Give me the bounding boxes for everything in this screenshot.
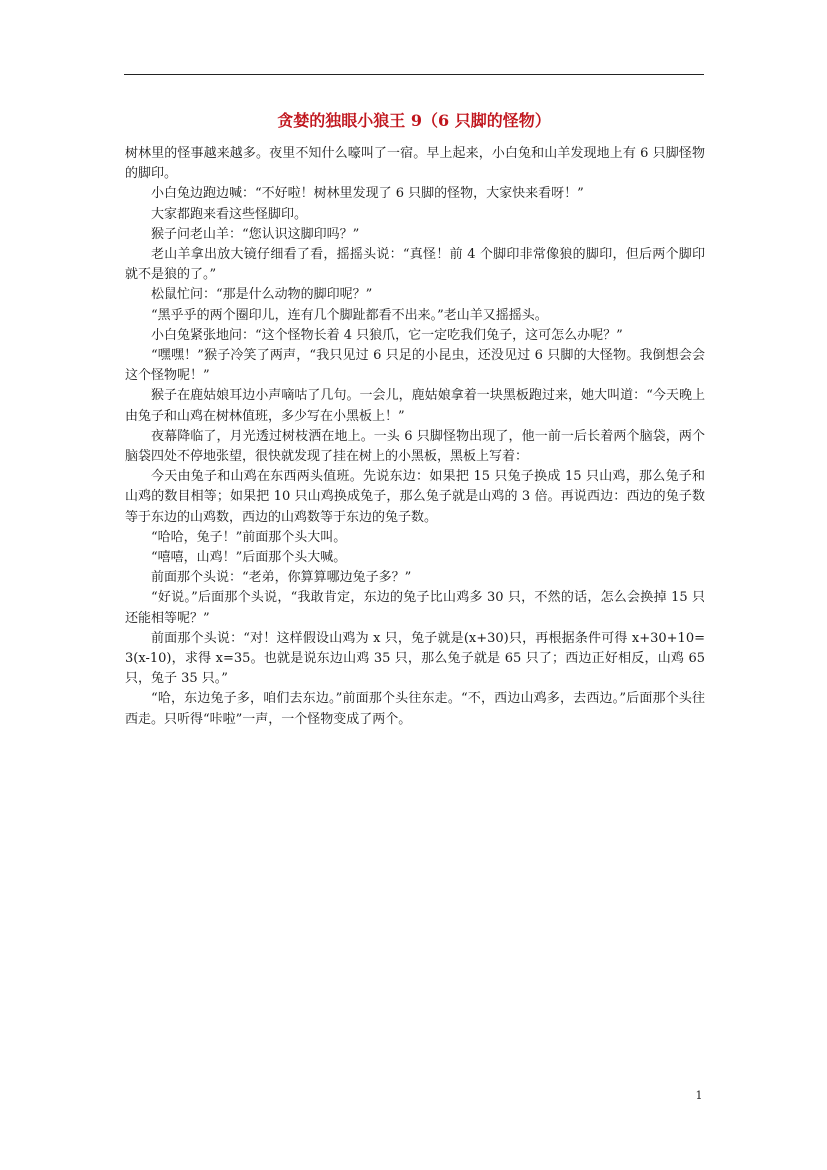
header-rule bbox=[124, 74, 704, 75]
document-title: 贪婪的独眼小狼王 9（6 只脚的怪物） bbox=[277, 111, 551, 130]
paragraph: 前面那个头说：“老弟，你算算哪边兔子多？” bbox=[151, 570, 412, 586]
paragraph: “哈哈，兔子！”前面那个头大叫。 bbox=[151, 529, 347, 545]
paragraph: 猴子在鹿姑娘耳边小声嘀咕了几句。一会儿，鹿姑娘拿着一块黑板跑过来，她大叫道：“今天晚上由兔子和山鸡在树林值班，多少写在小黑板上！” bbox=[125, 388, 705, 424]
paragraph: 夜幕降临了，月光透过树枝洒在地上。一头 6 只脚怪物出现了，他一前一后长着两个脑袋，两个脑袋四处不停地张望，很快就发现了挂在树上的小黑板，黑板上写着： bbox=[125, 428, 705, 465]
paragraph: “好说。”后面那个头说，“我敢肯定，东边的兔子比山鸡多 30 只，不然的话，怎么会换掉 15 只还能相等呢？” bbox=[125, 590, 705, 626]
paragraph: 猴子问老山羊：“您认识这脚印吗？” bbox=[151, 226, 360, 242]
paragraph: 小白兔紧张地问：“这个怪物长着 4 只狼爪，它一定吃我们兔子，这可怎么办呢？” bbox=[151, 327, 623, 343]
paragraph: 树林里的怪事越来越多。夜里不知什么嚎叫了一宿。早上起来，小白兔和山羊发现地上有 6 只脚怪物的脚印。 bbox=[125, 146, 705, 182]
paragraph: 老山羊拿出放大镜仔细看了看，摇摇头说：“真怪！前 4 个脚印非常像狼的脚印，但后两个脚印就不是狼的了。” bbox=[125, 247, 705, 283]
paragraph: 今天由兔子和山鸡在东西两头值班。先说东边：如果把 15 只兔子换成 15 只山鸡，那么兔子和山鸡的数目相等；如果把 10 只山鸡换成兔子，那么兔子就是山鸡的 3 倍。再说西边：西边的兔子数等于东边的山鸡数，西边的山鸡数等于东边的兔子数。 bbox=[125, 469, 705, 525]
paragraph: 小白兔边跑边喊：“不好啦！树林里发现了 6 只脚的怪物，大家快来看呀！” bbox=[151, 186, 584, 202]
paragraph: 前面那个头说：“对！这样假设山鸡为 x 只，兔子就是(x+30)只，再根据条件可得 x+30+10=3(x-10)，求得 x=35。也就是说东边山鸡 35 只，那么兔子就是 65 只了；西边正好相反，山鸡 65 只，兔子 35 只。” bbox=[125, 630, 705, 687]
page-number: 1 bbox=[695, 1089, 703, 1102]
paragraph: “黑乎乎的两个圈印儿，连有几个脚趾都看不出来。”老山羊又摇摇头。 bbox=[151, 307, 548, 323]
paragraph: “哈，东边兔子多，咱们去东边。”前面那个头往东走。“不，西边山鸡多，去西边。”后面那个头往西走。只听得“咔啦”一声，一个怪物变成了两个。 bbox=[125, 691, 705, 727]
paragraph: “嘿嘿！”猴子冷笑了两声，“我只见过 6 只足的小昆虫，还没见过 6 只脚的大怪物。我倒想会会这个怪物呢！” bbox=[125, 348, 705, 384]
paragraph: 松鼠忙问：“那是什么动物的脚印呢？” bbox=[151, 287, 373, 303]
document-body bbox=[125, 144, 705, 730]
paragraph: “嘻嘻，山鸡！”后面那个头大喊。 bbox=[151, 550, 347, 566]
paragraph: 大家都跑来看这些怪脚印。 bbox=[151, 206, 308, 222]
